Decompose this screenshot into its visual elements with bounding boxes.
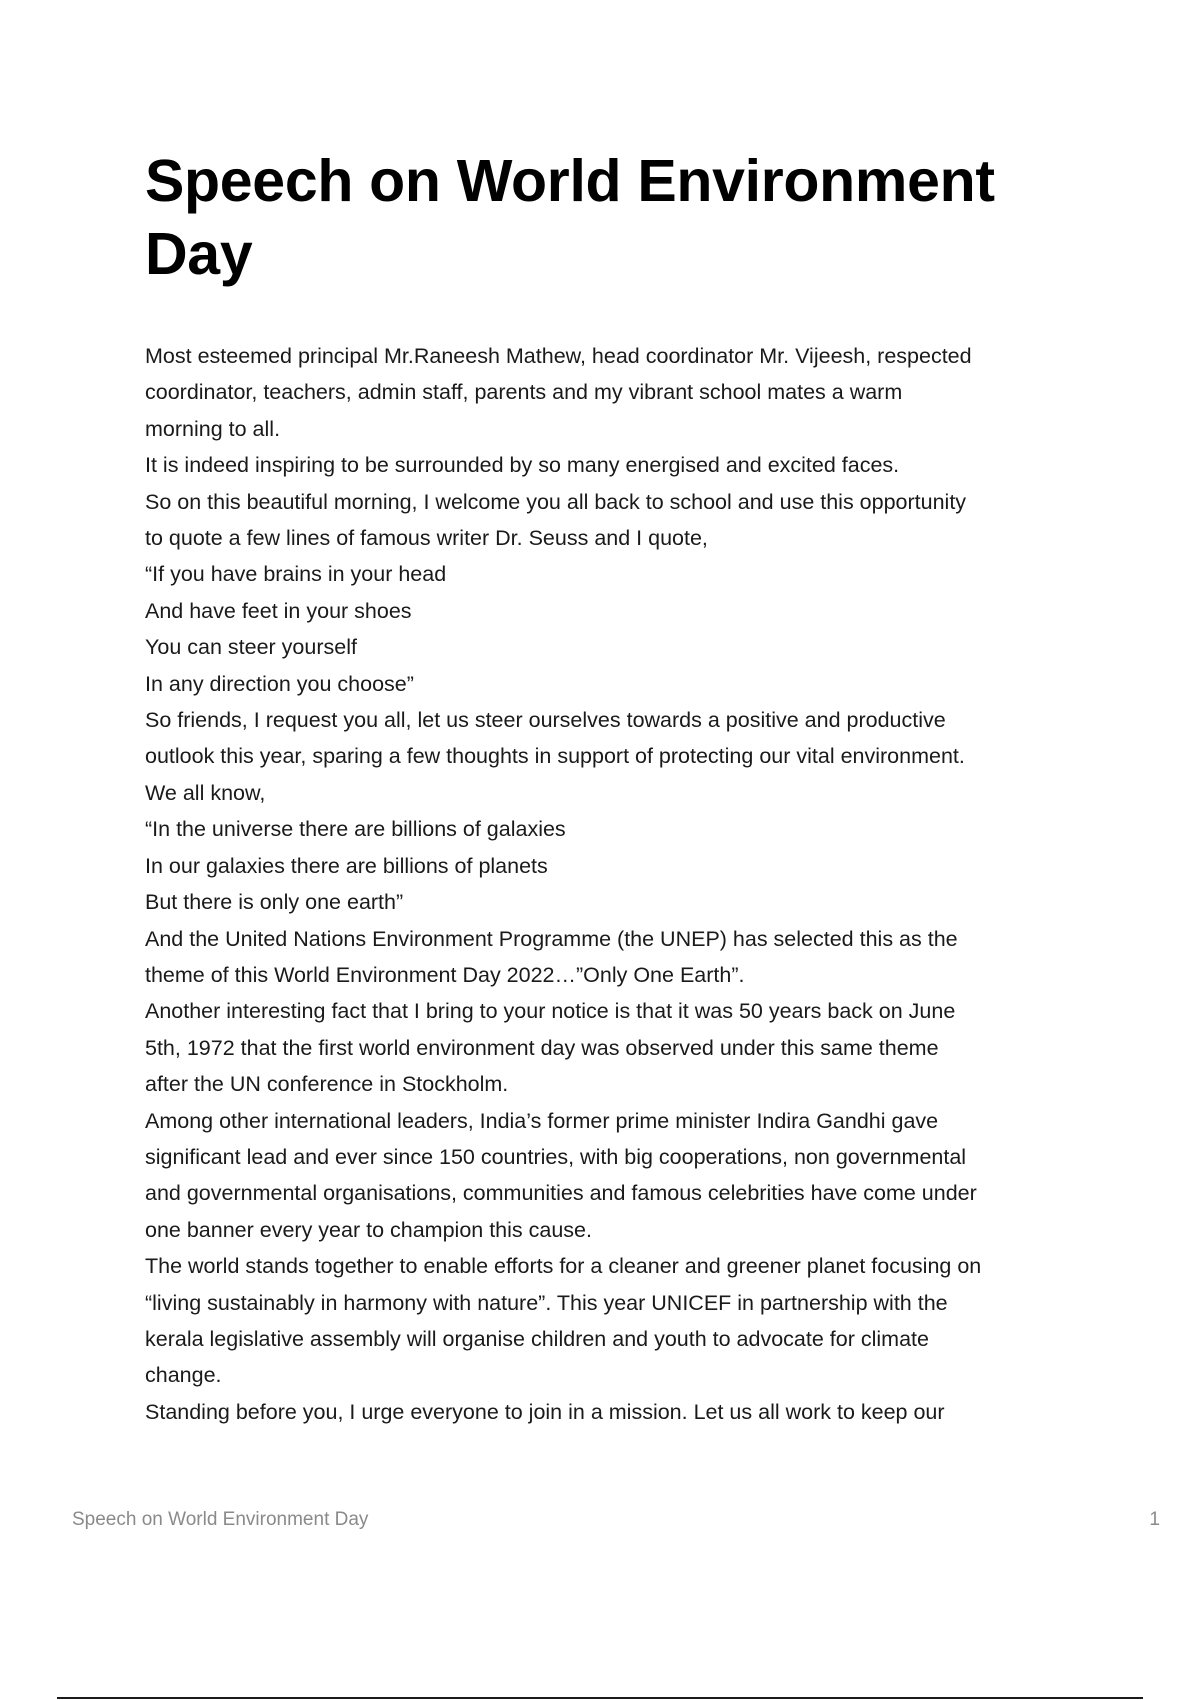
body-line: “living sustainably in harmony with nature”. This year UNICEF in partnership with the — [145, 1290, 948, 1315]
page-bottom-divider — [57, 1697, 1143, 1699]
footer-document-title: Speech on World Environment Day — [72, 1509, 369, 1530]
body-line: coordinator, teachers, admin staff, parents and my vibrant school mates a warm — [145, 380, 903, 405]
body-line: after the UN conference in Stockholm. — [145, 1072, 509, 1097]
body-line: In any direction you choose” — [145, 671, 414, 696]
body-line: kerala legislative assembly will organise children and youth to advocate for climate — [145, 1326, 929, 1351]
body-line: to quote a few lines of famous writer Dr. Seuss and I quote, — [145, 526, 708, 551]
body-line: 5th, 1972 that the first world environment day was observed under this same theme — [145, 1035, 939, 1060]
document-title: Speech on World Environment Day — [145, 148, 995, 287]
body-line: “In the universe there are billions of galaxies — [145, 817, 566, 842]
body-line: “If you have brains in your head — [145, 562, 447, 587]
body-line: The world stands together to enable efforts for a cleaner and greener planet focusing on — [145, 1254, 982, 1279]
body-line: Standing before you, I urge everyone to join in a mission. Let us all work to keep our — [145, 1399, 945, 1424]
body-line: You can steer yourself — [145, 635, 357, 660]
body-line: We all know, — [145, 780, 266, 805]
body-line: But there is only one earth” — [145, 890, 404, 915]
document-body — [145, 338, 1095, 1430]
body-line: Another interesting fact that I bring to your notice is that it was 50 years back on June — [145, 999, 956, 1024]
body-line: significant lead and ever since 150 countries, with big cooperations, non governmental — [145, 1144, 967, 1169]
body-line: In our galaxies there are billions of planets — [145, 853, 548, 878]
body-line: So friends, I request you all, let us steer ourselves towards a positive and productive — [145, 708, 946, 733]
body-line: morning to all. — [145, 416, 281, 441]
body-line: And have feet in your shoes — [145, 598, 412, 623]
body-line: change. — [145, 1363, 222, 1388]
body-line: theme of this World Environment Day 2022…”Only One Earth”. — [145, 962, 745, 987]
body-line: And the United Nations Environment Programme (the UNEP) has selected this as the — [145, 926, 958, 951]
footer-page-number: 1 — [1149, 1509, 1160, 1530]
body-line: outlook this year, sparing a few thoughts in support of protecting our vital environment. — [145, 744, 965, 769]
body-line: It is indeed inspiring to be surrounded by so many energised and excited faces. — [145, 453, 900, 478]
body-line: and governmental organisations, communities and famous celebrities have come under — [145, 1181, 977, 1206]
body-line: Among other international leaders, India’s former prime minister Indira Gandhi gave — [145, 1108, 939, 1133]
body-line: Most esteemed principal Mr.Raneesh Mathew, head coordinator Mr. Vijeesh, respected — [145, 344, 972, 368]
body-line: one banner every year to champion this cause. — [145, 1217, 592, 1242]
body-line: So on this beautiful morning, I welcome you all back to school and use this opportunity — [145, 489, 967, 514]
